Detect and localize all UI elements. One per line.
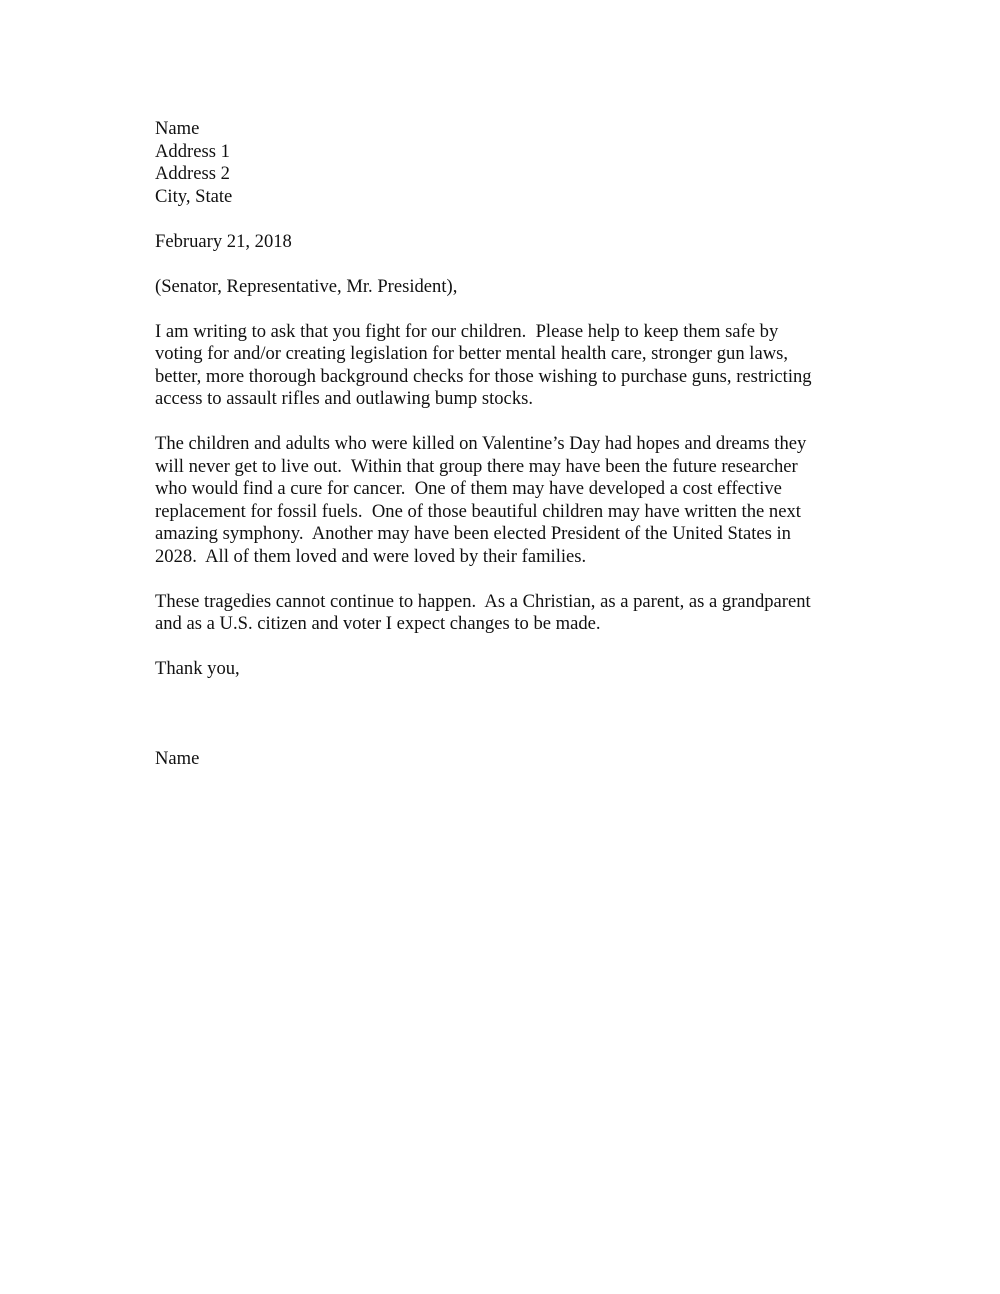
- spacer: [155, 636, 855, 659]
- spacer: [155, 568, 855, 591]
- sender-address-line-1: Address 1: [155, 140, 230, 162]
- sender-city-state: City, State: [155, 185, 233, 207]
- paragraph-line: replacement for fossil fuels. One of those beautiful children may have written the next: [155, 500, 801, 522]
- sender-address: [155, 118, 855, 208]
- paragraph-line: voting for and/or creating legislation for better mental health care, stronger gun laws,: [155, 343, 789, 364]
- letter-date: February 21, 2018: [155, 230, 292, 252]
- paragraph-line: who would find a cure for cancer. One of them may have developed a cost effective: [155, 478, 782, 499]
- paragraph-3: [155, 591, 855, 636]
- paragraph-2: [155, 433, 855, 568]
- sender-address-line-2: Address 2: [155, 163, 230, 184]
- paragraph-line: 2028. All of them loved and were loved by their families.: [155, 545, 587, 567]
- spacer: [155, 298, 855, 321]
- paragraph-line: I am writing to ask that you fight for our children. Please help to keep them safe by: [155, 320, 779, 342]
- closing: Thank you,: [155, 658, 240, 679]
- spacer: [155, 253, 855, 276]
- spacer: [155, 208, 855, 231]
- paragraph-line: better, more thorough background checks for those wishing to purchase guns, restricting: [155, 365, 812, 387]
- paragraph-line: The children and adults who were killed on Valentine’s Day had hopes and dreams they: [155, 433, 807, 454]
- sender-name: Name: [155, 118, 200, 139]
- paragraph-line: and as a U.S. citizen and voter I expect changes to be made.: [155, 613, 601, 634]
- letter-body: [155, 118, 855, 771]
- signature-name: Name: [155, 748, 200, 769]
- signature-space: [155, 681, 855, 749]
- paragraph-line: access to assault rifles and outlawing bump stocks.: [155, 388, 533, 409]
- paragraph-line: will never get to live out. Within that group there may have been the future researcher: [155, 455, 798, 477]
- paragraph-line: amazing symphony. Another may have been elected President of the United States in: [155, 523, 791, 544]
- salutation: (Senator, Representative, Mr. President),: [155, 275, 458, 297]
- spacer: [155, 411, 855, 434]
- paragraph-1: [155, 321, 855, 411]
- paragraph-line: These tragedies cannot continue to happen. As a Christian, as a parent, as a grandparent: [155, 590, 811, 612]
